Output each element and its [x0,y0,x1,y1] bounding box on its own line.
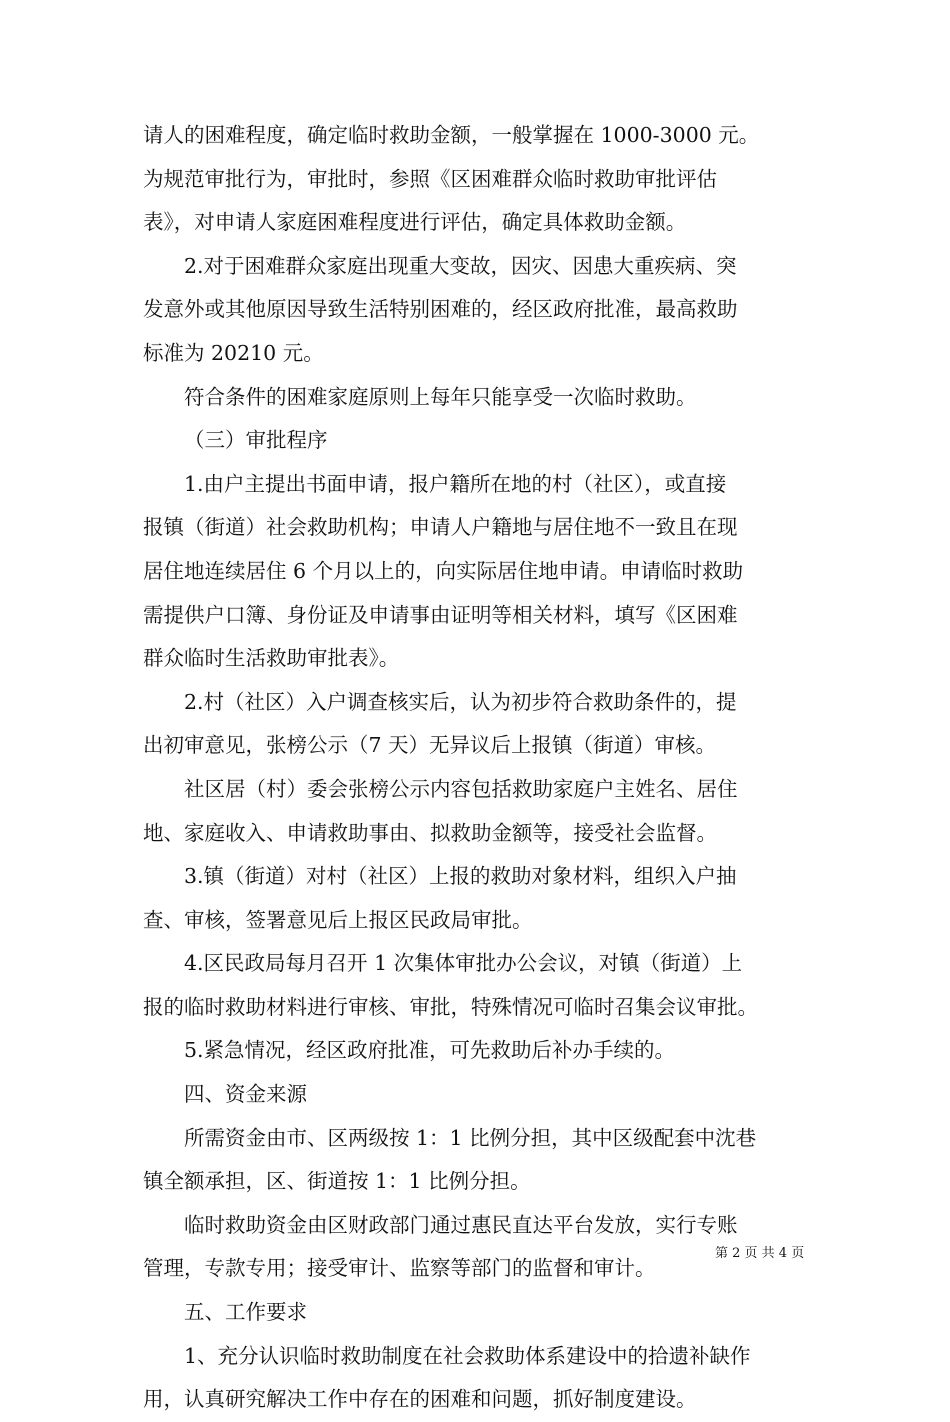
text-line: 为规范审批行为，审批时，参照《区困难群众临时救助审批评估 [143,166,717,191]
text-line: 请人的困难程度，确定临时救助金额，一般掌握在 1000-3000 元。 [143,123,760,147]
document-body [143,114,807,1422]
page-number: 第 2 页 共 4 页 [715,1246,805,1261]
paragraph-start: 5.紧急情况，经区政府批准，可先救助后补办手续的。 [184,1038,676,1063]
text-line: 地、家庭收入、申请救助事由、拟救助金额等，接受社会监督。 [143,820,717,845]
text-line: 居住地连续居住 6 个月以上的，向实际居住地申请。申请临时救助 [143,558,744,583]
paragraph-start: 1.由户主提出书面申请，报户籍所在地的村（社区），或直接 [184,471,727,496]
text-line: 报的临时救助材料进行审核、审批，特殊情况可临时召集会议审批。 [143,994,758,1019]
text-line: 报镇（街道）社会救助机构；申请人户籍地与居住地不一致且在现 [143,515,738,540]
text-line: 用，认真研究解决工作中存在的困难和问题，抓好制度建设。 [143,1387,697,1412]
paragraph-start: 1、充分认识临时救助制度在社会救助体系建设中的拾遗补缺作 [184,1343,751,1368]
text-line: 出初审意见，张榜公示（7 天）无异议后上报镇（街道）审核。 [143,733,717,758]
paragraph-start: 3.镇（街道）对村（社区）上报的救助对象材料，组织入户抽 [184,864,737,889]
paragraph-start: 临时救助资金由区财政部门通过惠民直达平台发放，实行专账 [184,1212,738,1237]
text-line: 群众临时生活救助审批表》。 [143,646,400,671]
paragraph-start: 4.区民政局每月召开 1 次集体审批办公会议，对镇（街道）上 [184,951,743,976]
paragraph-start: 社区居（村）委会张榜公示内容包括救助家庭户主姓名、居住 [184,776,738,801]
text-line: 需提供户口簿、身份证及申请事由证明等相关材料，填写《区困难 [143,602,738,627]
section-heading: （三）审批程序 [184,428,328,453]
section-heading: 五、工作要求 [184,1300,307,1325]
paragraph-start: 2.村（社区）入户调查核实后，认为初步符合救助条件的，提 [184,689,737,714]
text-line: 镇全额承担，区、街道按 1：1 比例分担。 [143,1169,531,1194]
text-line: 标准为 20210 元。 [143,340,324,365]
text-line: 发意外或其他原因导致生活特别困难的，经区政府批准，最高救助 [143,297,738,322]
paragraph-start: 所需资金由市、区两级按 1：1 比例分担，其中区级配套中沈巷 [184,1125,757,1150]
paragraph-start: 符合条件的困难家庭原则上每年只能享受一次临时救助。 [184,384,697,409]
text-line: 表》，对申请人家庭困难程度进行评估，确定具体救助金额。 [143,210,687,235]
text-line: 管理，专款专用；接受审计、监察等部门的监督和审计。 [143,1256,656,1281]
text-line: 查、审核，签署意见后上报区民政局审批。 [143,907,533,932]
section-heading: 四、资金来源 [184,1082,307,1107]
paragraph-start: 2.对于困难群众家庭出现重大变故，因灾、因患大重疾病、突 [184,253,737,278]
